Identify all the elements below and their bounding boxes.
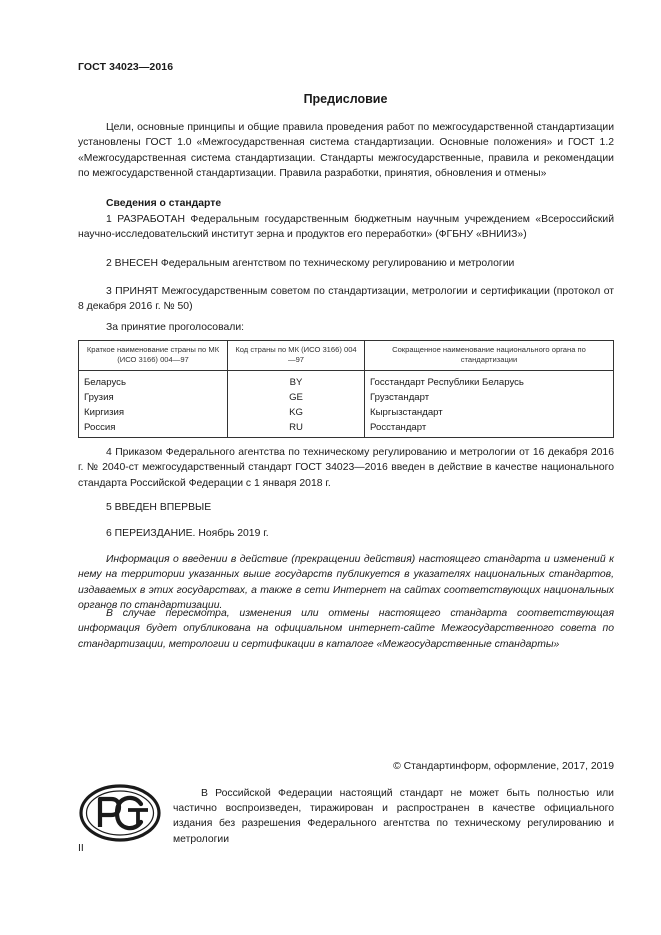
table-cell-body: Госстандарт Республики Беларусь [365, 371, 614, 391]
table-cell-code: RU [228, 420, 365, 438]
voting-countries-table [78, 340, 614, 438]
rst-certification-mark-icon [78, 783, 162, 843]
table-header-country: Краткое наименование страны по МК (ИСО 3166) 004—97 [79, 341, 228, 371]
table-row [79, 371, 614, 391]
item-first-introduced: 5 ВВЕДЕН ВПЕРВЫЕ [106, 502, 212, 513]
page-number: II [78, 843, 84, 854]
voted-caption: За принятие проголосовали: [106, 322, 245, 333]
table-cell-body: Грузстандарт [365, 390, 614, 405]
table-header-code: Код страны по МК (ИСО 3166) 004—97 [228, 341, 365, 371]
table-header-row [79, 341, 614, 371]
reproduction-notice: В Российской Федерации настоящий стандарт не может быть полностью или частично воспроизведен, тиражирован и распространен в качестве официального издания без разрешения Федерального агентства по техническому регулированию и метрологии [173, 788, 614, 845]
table-header-body: Сокращенное наименование национального органа по стандартизации [365, 341, 614, 371]
table-cell-code: KG [228, 405, 365, 420]
item-reissue: 6 ПЕРЕИЗДАНИЕ. Ноябрь 2019 г. [106, 528, 269, 539]
document-code-header: ГОСТ 34023—2016 [78, 61, 174, 73]
table-row [79, 390, 614, 405]
item-adopted: 3 ПРИНЯТ Межгосударственным советом по стандартизации, метрологии и сертификации (протокол от 8 декабря 2016 г. № 50) [78, 286, 614, 313]
table-cell-body: Росстандарт [365, 420, 614, 438]
item-order: 4 Приказом Федерального агентства по техническому регулированию и метрологии от 16 декабря 2016 г. № 2040-ст межгосударственный стандарт ГОСТ 34023—2016 введен в действие в качестве национального стандарта Российской Федерации с 1 января 2018 г. [78, 447, 614, 489]
table-cell-country: Киргизия [79, 405, 228, 420]
item-submitted: 2 ВНЕСЕН Федеральным агентством по техническому регулированию и метрологии [106, 258, 515, 269]
table-row [79, 420, 614, 438]
table-cell-code: BY [228, 371, 365, 391]
item-developed: 1 РАЗРАБОТАН Федеральным государственным бюджетным научным учреждением «Всероссийский научно-исследовательский институт зерна и продуктов его переработки» (ФГБНУ «ВНИИЗ») [78, 214, 614, 241]
table-row [79, 405, 614, 420]
italic-note-revision: В случае пересмотра, изменения или отмены настоящего стандарта соответствующая информация будет опубликована на официальном интернет-сайте Межгосударственного совета по стандартизации, метрологии и сертификации в каталоге «Межгосударственные стандарты» [78, 608, 614, 650]
page-title: Предисловие [303, 92, 388, 106]
italic-note-introduction: Информация о введении в действие (прекращении действия) настоящего стандарта и изменений к нему на территории указанных выше государств публикуется в указателях национальных стандартов, издаваемых в этих государствах, а также в сети Интернет на сайтах соответствующих национальных органов по стандартизации. [78, 554, 614, 612]
table-cell-country: Россия [79, 420, 228, 438]
table-cell-body: Кыргызстандарт [365, 405, 614, 420]
table-cell-country: Беларусь [79, 371, 228, 391]
table-cell-country: Грузия [79, 390, 228, 405]
table-cell-code: GE [228, 390, 365, 405]
copyright-line: © Стандартинформ, оформление, 2017, 2019 [393, 761, 614, 772]
intro-paragraph: Цели, основные принципы и общие правила проведения работ по межгосударственной стандартизации установлены ГОСТ 1.0 «Межгосударственная система стандартизации. Основные положения» и ГОСТ 1.2 «Межгосударственная система стандартизации. Стандарты межгосударственные, правила и рекомендации по межгосударственной стандартизации. Правила разработки, принятия, обновления и отмены» [78, 122, 614, 180]
info-heading: Сведения о стандарте [106, 198, 222, 209]
